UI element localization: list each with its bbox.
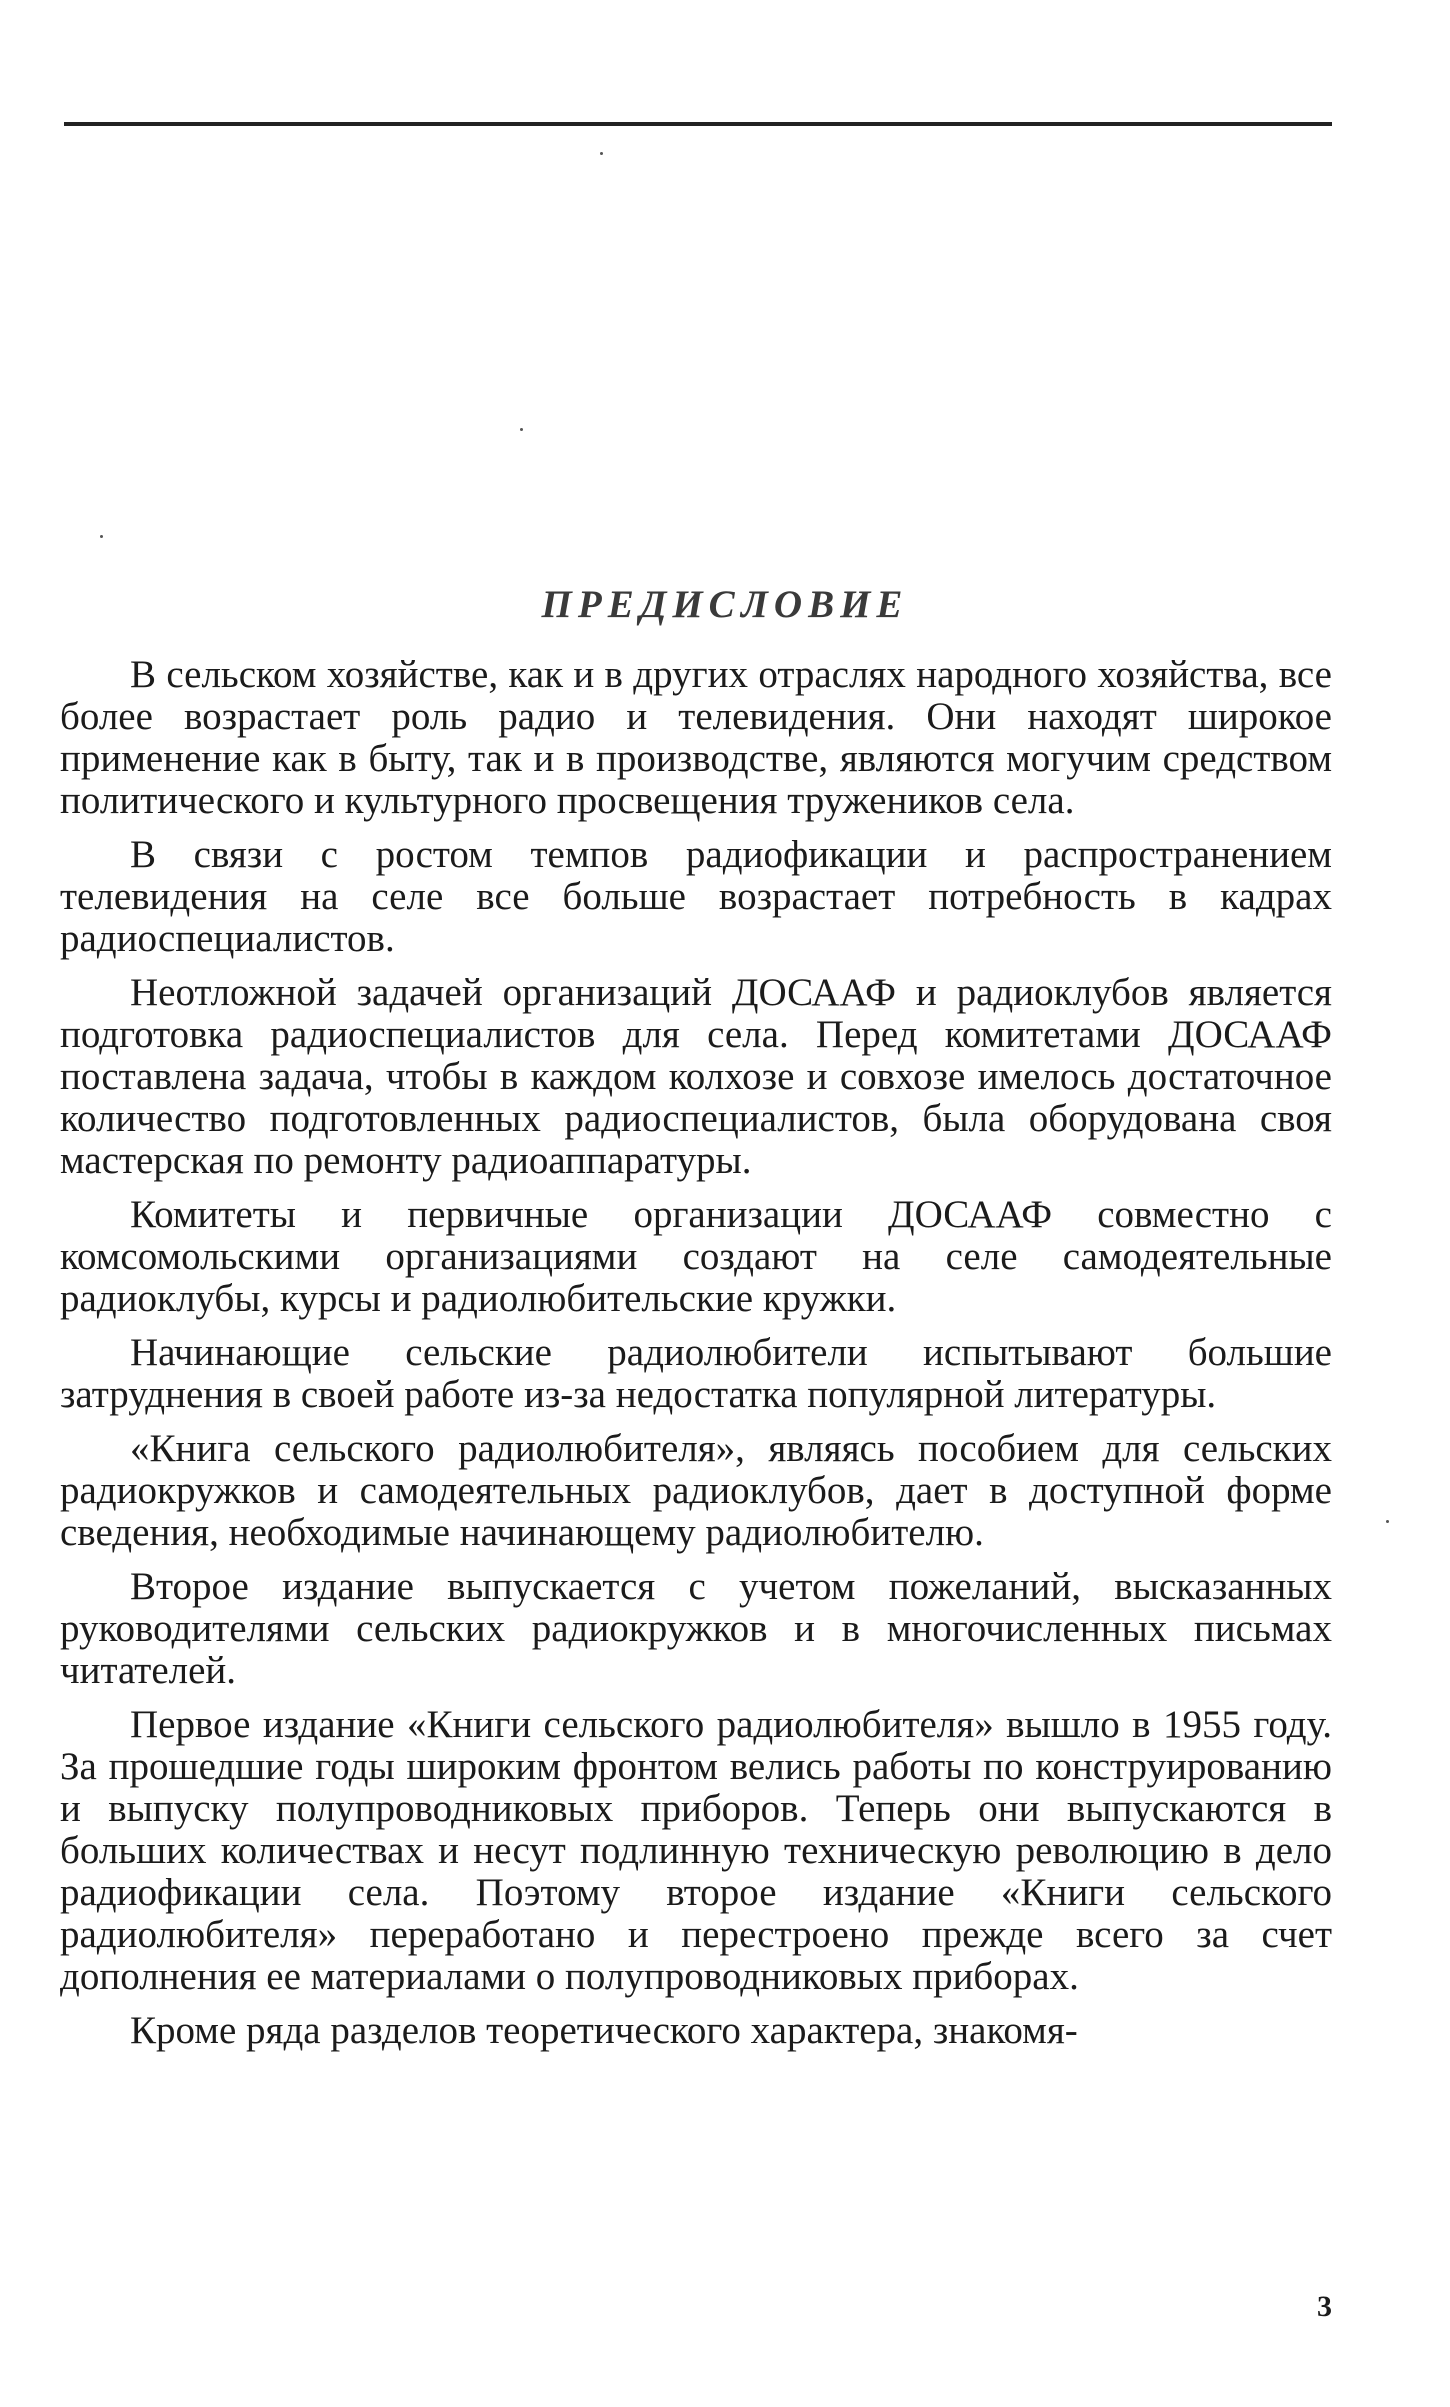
paragraph-5: Начинающие сельские радиолюбители испытывают большие затруднения в своей работе из-за недостатка популярной литературы. — [60, 1331, 1332, 1416]
top-rule — [64, 122, 1332, 126]
paragraph-9: Кроме ряда разделов теоретического характера, знакомя- — [130, 2009, 1078, 2052]
paragraph-4: Комитеты и первичные организации ДОСААФ совместно с комсомольскими организациями создают на селе самодеятельные радиоклубы, курсы и радиолюбительские кружки. — [60, 1193, 1332, 1320]
paragraph-3: Неотложной задачей организаций ДОСААФ и радиоклубов является подготовка радиоспециалистов для села. Перед комитетами ДОСААФ поставлена задача, чтобы в каждом колхозе и совхозе имелось достаточное количество подготовленных радиоспециалистов, была оборудована своя мастерская по ремонту радиоаппаратуры. — [60, 971, 1332, 1182]
paragraph-2: В связи с ростом темпов радиофикации и распространением телевидения на селе все больше возрастает потребность в кадрах радиоспециалистов. — [60, 833, 1332, 960]
paragraph-7: Второе издание выпускается с учетом пожеланий, высказанных руководителями сельских радиокружков и в многочисленных письмах читателей. — [60, 1565, 1332, 1692]
paragraph-8: Первое издание «Книги сельского радиолюбителя» вышло в 1955 году. За прошедшие годы широким фронтом велись работы по конструированию и выпуску полупроводниковых приборов. Теперь они выпускаются в больших количествах и несут подлинную техническую революцию в дело радиофикации села. Поэтому второе издание «Книги сельского радиолюбителя» переработано и перестроено прежде всего за счет дополнения ее материалами о полупроводниковых приборах. — [60, 1703, 1332, 1998]
scan-speck — [100, 535, 103, 538]
body-text — [60, 654, 1332, 2064]
scan-speck — [520, 428, 523, 431]
scan-speck — [1386, 1520, 1389, 1523]
paragraph-6: «Книга сельского радиолюбителя», являясь пособием для сельских радиокружков и самодеятельных радиоклубов, дает в доступной форме сведения, необходимые начинающему радиолюбителю. — [60, 1427, 1332, 1554]
paragraph-1: В сельском хозяйстве, как и в других отраслях народного хозяйства, все более возрастает роль радио и телевидения. Они находят широкое применение как в быту, так и в производстве, являются могучим средством политического и культурного просвещения тружеников села. — [60, 653, 1332, 822]
scan-speck — [600, 152, 603, 155]
page-title: ПРЕДИСЛОВИЕ — [541, 583, 909, 627]
page-number: 3 — [1317, 2290, 1332, 2323]
